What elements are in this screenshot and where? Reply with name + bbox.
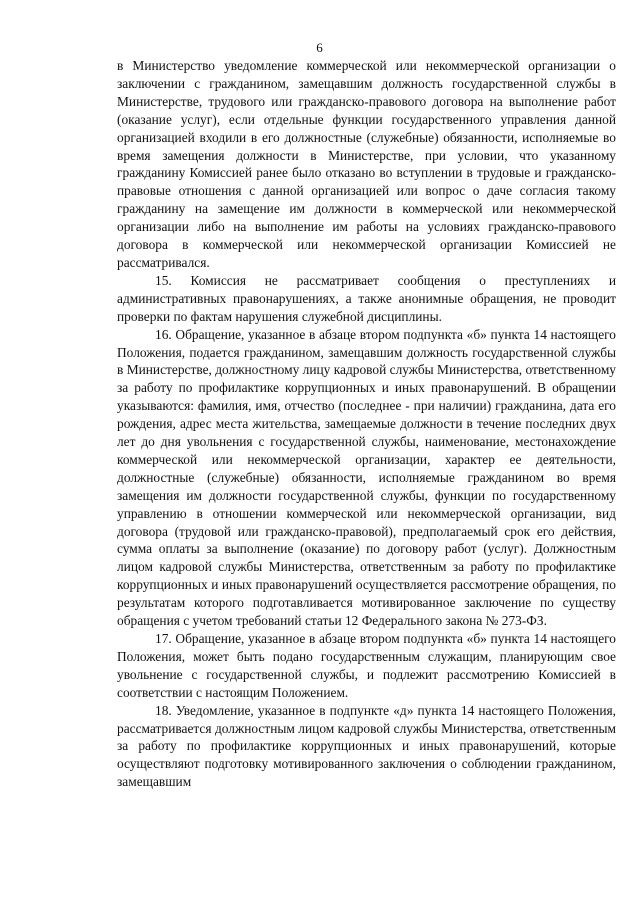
paragraph-15: 15. Комиссия не рассматривает сообщения о преступлениях и административных правонарушениях, а также анонимные обращения, не проводит проверки по фактам нарушения служебной дисциплины. xyxy=(117,272,616,324)
document-body xyxy=(117,57,616,791)
paragraph-16: 16. Обращение, указанное в абзаце втором подпункта «б» пункта 14 настоящего Положения, подается гражданином, замещавшим должность государственной службы в Министерстве, должностному лицу кадровой службы Министерства, ответственному за работу по профилактике коррупционных и иных правонарушений. В обращении указываются: фамилия, имя, отчество (последнее - при наличии) гражданина, дата его рождения, адрес места жительства, замещаемые должности в течение последних двух лет до дня увольнения с государственной службы, наименование, местонахождение коммерческой или некоммерческой организации, характер ее деятельности, должностные (служебные) обязанности, исполняемые гражданином во время замещения им должности государственной службы, функции по государственному управлению в отношении коммерческой или некоммерческой организации, вид договора (трудовой или гражданско-правовой), предполагаемый срок его действия, сумма оплаты за выполнение (оказание) по договору работ (услуг). Должностным лицом кадровой службы Министерства, ответственным за работу по профилактике коррупционных и иных правонарушений осуществляется рассмотрение обращения, по результатам которого подготавливается мотивированное заключение по существу обращения с учетом требований статьи 12 Федерального закона № 273-ФЗ. xyxy=(117,326,616,629)
paragraph-17: 17. Обращение, указанное в абзаце втором подпункта «б» пункта 14 настоящего Положения, может быть подано государственным служащим, планирующим свое увольнение с государственной службы, и подлежит рассмотрению Комиссией в соответствии с настоящим Положением. xyxy=(117,631,616,700)
paragraph-18: 18. Уведомление, указанное в подпункте «д» пункта 14 настоящего Положения, рассматривается должностным лицом кадровой службы Министерства, ответственным за работу по профилактике коррупционных и иных правонарушений, которые осуществляют подготовку мотивированного заключения о соблюдении гражданином, замещавшим xyxy=(117,702,616,790)
page-number: 6 xyxy=(316,40,323,55)
paragraph-continuation: в Министерство уведомление коммерческой или некоммерческой организации о заключении с гражданином, замещавшим должность государственной службы в Министерстве, трудового или гражданско-правового договора на выполнение работ (оказание услуг), если отдельные функции государственного управления данной организацией входили в его должностные (служебные) обязанности, исполняемые во время замещения должности в Министерстве, при условии, что указанному гражданину Комиссией ранее было отказано во вступлении в трудовые и гражданско-правовые отношения с данной организацией или вопрос о даче согласия такому гражданину на замещение им должности в коммерческой или некоммерческой организации либо на выполнение им работы на условиях гражданско-правового договора в коммерческой или некоммерческой организации Комиссией не рассматривался. xyxy=(117,58,616,270)
